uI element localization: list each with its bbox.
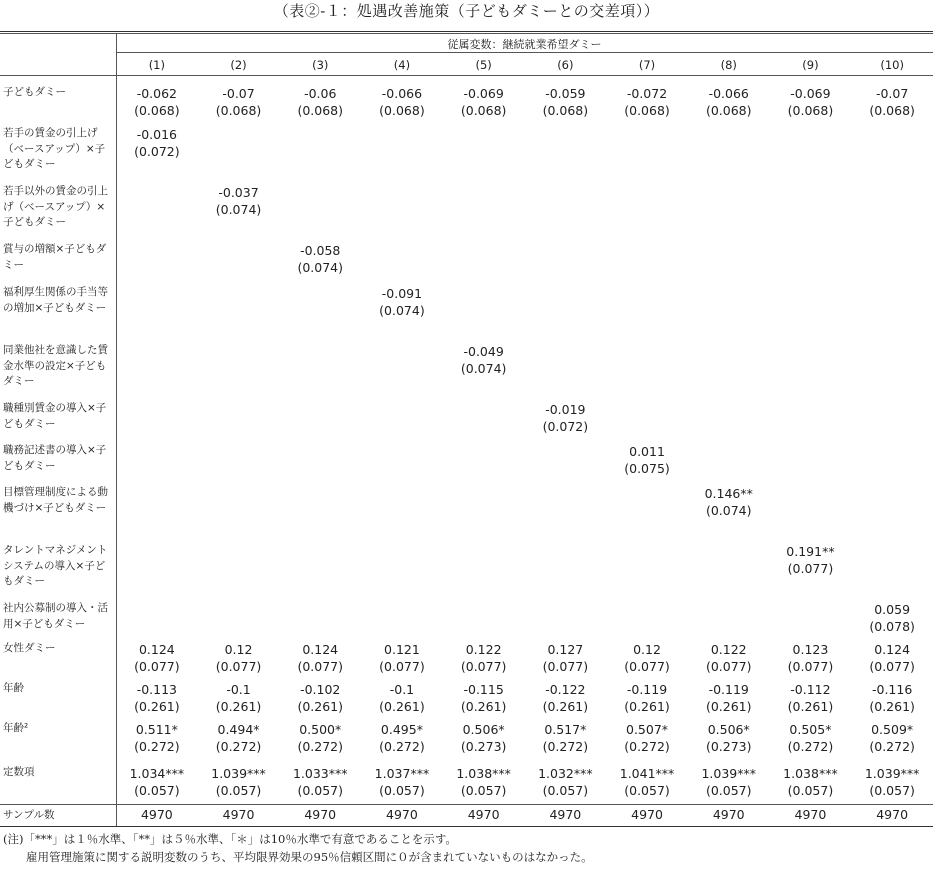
coefficient: -0.1 <box>389 682 415 697</box>
coef-cell <box>851 641 933 675</box>
standard-error: (0.077) <box>379 659 425 674</box>
coefficient: 0.127 <box>547 642 584 657</box>
coef-cell <box>443 85 525 119</box>
coef-cell <box>198 184 280 218</box>
coefficient: -0.069 <box>463 86 504 101</box>
standard-error: (0.261) <box>542 699 589 714</box>
coef-cell <box>770 641 852 675</box>
standard-error: (0.261) <box>297 699 343 714</box>
standard-error: (0.077) <box>705 659 752 674</box>
coefficient: -0.058 <box>300 243 341 258</box>
row-label: 年齢² <box>3 722 29 734</box>
standard-error: (0.077) <box>787 659 834 674</box>
sample-size-cell: 4970 <box>631 807 663 822</box>
standard-error: (0.068) <box>542 103 589 118</box>
coef-cell <box>361 721 443 755</box>
coef-cell <box>116 85 198 119</box>
row-label: 社内公募制の導入・活用×子どもダミー <box>3 602 108 630</box>
coef-cell <box>116 681 198 715</box>
coef-cell <box>361 285 443 319</box>
coef-cell <box>279 85 361 119</box>
coef-cell <box>525 401 607 435</box>
coef-cell <box>606 681 688 715</box>
coef-cell <box>116 765 198 799</box>
standard-error: (0.074) <box>705 503 752 518</box>
coef-cell <box>279 681 361 715</box>
sample-size-cell: 4970 <box>712 807 745 822</box>
standard-error: (0.261) <box>134 699 180 714</box>
standard-error: (0.057) <box>460 783 507 798</box>
row-label-sample: サンプル数 <box>3 809 55 821</box>
row-label: 賞与の増額×子どもダミー <box>3 243 107 271</box>
coefficient: 1.039*** <box>864 766 920 781</box>
coefficient: 0.122 <box>465 642 502 657</box>
standard-error: (0.057) <box>624 783 670 798</box>
coef-cell <box>443 721 525 755</box>
coef-cell <box>525 721 607 755</box>
standard-error: (0.057) <box>705 783 752 798</box>
coef-cell <box>688 641 770 675</box>
standard-error: (0.057) <box>542 783 589 798</box>
coef-cell <box>525 681 607 715</box>
label-column-divider <box>116 33 117 826</box>
standard-error: (0.057) <box>869 783 915 798</box>
note-line: (注)「***」は１％水準、「**」は５％水準、「＊」は10％水準で有意であることを示す。 <box>3 832 457 846</box>
standard-error: (0.068) <box>787 103 834 118</box>
note-line: 雇用管理施策に関する説明変数のうち、平均限界効果の95％信頼区間に０が含まれていないものはなかった。 <box>3 850 593 864</box>
coefficient: -0.122 <box>545 682 586 697</box>
coef-cell <box>770 543 852 577</box>
coef-cell <box>279 721 361 755</box>
coefficient: -0.066 <box>381 86 423 101</box>
coef-cell <box>443 681 525 715</box>
standard-error: (0.273) <box>705 739 752 754</box>
coefficient: -0.07 <box>875 86 909 101</box>
row-label: 定数項 <box>3 766 35 778</box>
coefficient: 0.12 <box>633 642 661 657</box>
coefficient: 1.039*** <box>211 766 266 781</box>
standard-error: (0.077) <box>460 659 507 674</box>
coef-cell <box>198 641 280 675</box>
coef-cell <box>361 85 443 119</box>
coefficient: -0.066 <box>708 86 749 101</box>
standard-error: (0.077) <box>297 659 343 674</box>
coef-cell <box>198 85 280 119</box>
coefficient: -0.037 <box>218 185 259 200</box>
row-label: 若手以外の賃金の引上げ（ベースアップ）×子どもダミー <box>3 185 108 228</box>
column-header-1: (1) <box>148 58 165 72</box>
coefficient: -0.119 <box>708 682 749 697</box>
coef-cell <box>198 681 280 715</box>
coefficient: -0.06 <box>304 86 337 101</box>
coefficient: 1.038*** <box>456 766 511 781</box>
standard-error: (0.077) <box>869 659 915 674</box>
coef-cell <box>525 85 607 119</box>
coefficient: 1.033*** <box>292 766 348 781</box>
standard-error: (0.068) <box>134 103 180 118</box>
coefficient: -0.07 <box>222 86 255 101</box>
coefficient: 0.506* <box>462 722 505 737</box>
standard-error: (0.057) <box>215 783 262 798</box>
coef-cell <box>361 641 443 675</box>
coef-cell <box>606 721 688 755</box>
coefficient: 0.122 <box>710 642 747 657</box>
coef-cell <box>606 641 688 675</box>
coefficient: 0.124 <box>302 642 339 657</box>
coef-cell <box>688 681 770 715</box>
standard-error: (0.272) <box>379 739 425 754</box>
coef-cell <box>361 765 443 799</box>
coefficient: -0.049 <box>463 344 504 359</box>
standard-error: (0.068) <box>624 103 670 118</box>
standard-error: (0.072) <box>134 144 180 159</box>
row-label: 子どもダミー <box>3 86 66 98</box>
coef-cell <box>851 85 933 119</box>
coefficient: -0.112 <box>790 682 831 697</box>
coef-cell <box>770 721 852 755</box>
table-top-rule <box>0 31 933 32</box>
coefficient: 0.506* <box>707 722 750 737</box>
standard-error: (0.261) <box>787 699 834 714</box>
row-label: 職務記述書の導入×子どもダミー <box>3 444 107 472</box>
column-header-9: (9) <box>802 58 819 72</box>
coefficient: -0.062 <box>136 86 177 101</box>
standard-error: (0.068) <box>215 103 262 118</box>
coef-cell <box>198 721 280 755</box>
sample-size-cell: 4970 <box>467 807 500 822</box>
coef-cell <box>443 343 525 377</box>
table-title: （表②-１：処遇改善施策（子どもダミーとの交差項）） <box>273 2 660 20</box>
standard-error: (0.068) <box>705 103 752 118</box>
standard-error: (0.261) <box>869 699 915 714</box>
coefficient: 0.500* <box>299 722 342 737</box>
standard-error: (0.074) <box>297 260 343 275</box>
standard-error: (0.057) <box>297 783 343 798</box>
coefficient: -0.102 <box>300 682 341 697</box>
coefficient: 1.037*** <box>374 766 430 781</box>
row-label: 同業他社を意識した賃金水準の設定×子どもダミー <box>3 344 108 387</box>
sample-size-cell: 4970 <box>304 807 337 822</box>
table-top-rule-2 <box>0 33 933 34</box>
coefficient: 0.124 <box>874 642 911 657</box>
coefficient: 0.011 <box>629 444 665 459</box>
standard-error: (0.074) <box>379 303 425 318</box>
coefficient: 0.505* <box>789 722 832 737</box>
coefficient: 0.059 <box>874 602 911 617</box>
coef-cell <box>851 765 933 799</box>
coefficient: 1.032*** <box>538 766 593 781</box>
standard-error: (0.272) <box>297 739 343 754</box>
dependent-variable-underline <box>116 52 933 53</box>
sample-size-cell: 4970 <box>549 807 582 822</box>
standard-error: (0.272) <box>542 739 589 754</box>
coef-cell <box>116 641 198 675</box>
coef-cell <box>851 681 933 715</box>
coef-cell <box>116 126 198 160</box>
coef-cell <box>770 765 852 799</box>
coefficient: -0.116 <box>871 682 913 697</box>
row-label: 女性ダミー <box>3 642 56 654</box>
coef-cell <box>770 681 852 715</box>
coef-cell <box>525 641 607 675</box>
sample-size-cell: 4970 <box>794 807 827 822</box>
coefficient: 0.509* <box>871 722 914 737</box>
sample-size-cell: 4970 <box>876 807 909 822</box>
coefficient: 1.038*** <box>783 766 838 781</box>
coefficient: 0.507* <box>626 722 669 737</box>
coef-cell <box>361 681 443 715</box>
coef-cell <box>443 641 525 675</box>
standard-error: (0.068) <box>869 103 915 118</box>
coef-cell <box>851 601 933 635</box>
coef-cell <box>116 721 198 755</box>
standard-error: (0.272) <box>215 739 262 754</box>
column-header-5: (5) <box>475 58 492 72</box>
coefficient: -0.119 <box>626 682 668 697</box>
coef-cell <box>198 765 280 799</box>
coef-cell <box>688 485 770 519</box>
coefficient: -0.1 <box>226 682 251 697</box>
coefficient: -0.072 <box>626 86 668 101</box>
coef-cell <box>525 765 607 799</box>
coef-cell <box>606 85 688 119</box>
coefficient: -0.113 <box>136 682 177 697</box>
coefficient: 1.041*** <box>619 766 675 781</box>
coefficient: 1.039*** <box>701 766 756 781</box>
column-header-8: (8) <box>720 58 737 72</box>
coefficient: 0.191** <box>786 544 835 559</box>
sample-size-cell: 4970 <box>140 807 173 822</box>
coefficient: -0.016 <box>136 127 177 142</box>
standard-error: (0.261) <box>379 699 425 714</box>
coef-cell <box>279 242 361 276</box>
row-label: 目標管理制度による動機づけ×子どもダミー <box>3 486 108 514</box>
standard-error: (0.272) <box>869 739 915 754</box>
coefficient: 1.034*** <box>129 766 185 781</box>
standard-error: (0.072) <box>542 419 589 434</box>
standard-error: (0.077) <box>542 659 589 674</box>
dependent-variable-label: 従属変数：継続就業希望ダミー <box>447 38 602 51</box>
sample-size-cell: 4970 <box>386 807 418 822</box>
standard-error: (0.057) <box>787 783 834 798</box>
coefficient: 0.124 <box>138 642 175 657</box>
coef-cell <box>851 721 933 755</box>
column-header-6: (6) <box>557 58 574 72</box>
standard-error: (0.272) <box>624 739 670 754</box>
standard-error: (0.273) <box>460 739 507 754</box>
coefficient: -0.059 <box>545 86 586 101</box>
standard-error: (0.272) <box>134 739 180 754</box>
sample-size-cell: 4970 <box>222 807 255 822</box>
header-bottom-rule <box>0 75 933 76</box>
standard-error: (0.077) <box>624 659 670 674</box>
coef-cell <box>770 85 852 119</box>
sample-top-rule <box>0 804 933 805</box>
table-bottom-rule <box>0 826 933 827</box>
coef-cell <box>606 765 688 799</box>
coef-cell <box>606 443 688 477</box>
standard-error: (0.068) <box>297 103 343 118</box>
coefficient: 0.517* <box>544 722 587 737</box>
row-label: 年齢 <box>3 682 24 694</box>
coefficient: 0.511* <box>135 722 178 737</box>
standard-error: (0.078) <box>869 619 915 634</box>
coefficient: -0.019 <box>545 402 586 417</box>
row-label: 若手の賃金の引上げ（ベースアップ）×子どもダミー <box>3 127 106 170</box>
standard-error: (0.057) <box>134 783 180 798</box>
standard-error: (0.057) <box>379 783 425 798</box>
standard-error: (0.261) <box>215 699 262 714</box>
coef-cell <box>688 721 770 755</box>
standard-error: (0.077) <box>134 659 180 674</box>
coefficient: 0.123 <box>792 642 829 657</box>
standard-error: (0.077) <box>787 561 834 576</box>
standard-error: (0.075) <box>624 461 670 476</box>
column-header-2: (2) <box>230 58 247 72</box>
standard-error: (0.077) <box>215 659 262 674</box>
row-label: タレントマネジメントシステムの導入×子どもダミー <box>3 544 108 587</box>
coefficient: -0.069 <box>790 86 831 101</box>
coefficient: 0.495* <box>380 722 423 737</box>
standard-error: (0.074) <box>215 202 262 217</box>
coef-cell <box>688 765 770 799</box>
row-label: 職種別賃金の導入×子どもダミー <box>3 402 107 430</box>
standard-error: (0.261) <box>624 699 670 714</box>
column-header-7: (7) <box>638 58 656 72</box>
coefficient: 0.121 <box>384 642 420 657</box>
coefficient: 0.494* <box>217 722 260 737</box>
coefficient: -0.115 <box>463 682 504 697</box>
coefficient: -0.091 <box>381 286 423 301</box>
coef-cell <box>279 641 361 675</box>
standard-error: (0.068) <box>379 103 425 118</box>
coef-cell <box>279 765 361 799</box>
standard-error: (0.261) <box>460 699 507 714</box>
coef-cell <box>443 765 525 799</box>
column-header-10: (10) <box>880 58 904 72</box>
column-header-3: (3) <box>312 58 329 72</box>
column-header-4: (4) <box>393 58 411 72</box>
coefficient: 0.12 <box>224 642 253 657</box>
standard-error: (0.272) <box>787 739 834 754</box>
standard-error: (0.068) <box>460 103 507 118</box>
standard-error: (0.261) <box>705 699 752 714</box>
coefficient: 0.146** <box>704 486 753 501</box>
standard-error: (0.074) <box>460 361 507 376</box>
coef-cell <box>688 85 770 119</box>
row-label: 福利厚生関係の手当等の増加×子どもダミー <box>3 286 108 314</box>
